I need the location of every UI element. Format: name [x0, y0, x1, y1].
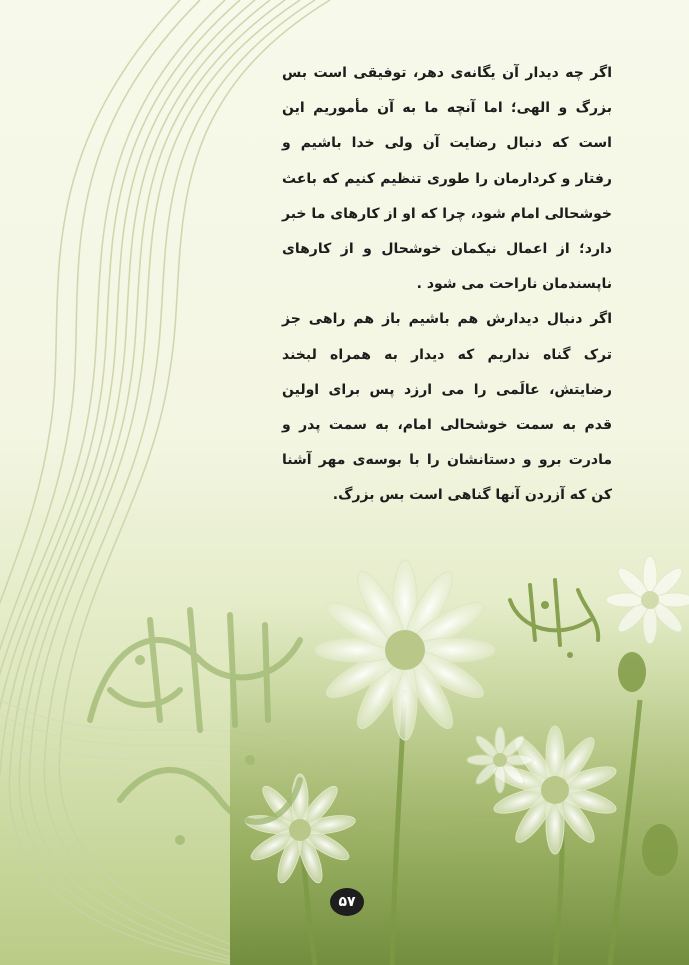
body-text	[282, 56, 612, 514]
paragraph-2: اگر دنبال دیدارش هم باشیم باز هم راهی جز ترک گناه نداریم که دیدار به همراه لبخند رضایتش، عالَمی را می ارزد پس برای اولین قدم به سمت خوشحالی امام، به سمت پدر و مادرت برو و دستانشان را با بوسه‌ی مهر آشنا کن که آزردن آنها گناهی است بس بزرگ.	[282, 311, 612, 504]
page-number: ۵۷	[330, 888, 364, 916]
paragraph-1: اگر چه دیدار آن یگانه‌ی دهر، توفیقی است بس بزرگ و الهی؛ اما آنچه ما به آن مأموریم این است که دنبال رضایت آن ولی خدا باشیم و رفتار و کردارمان را طوری تنظیم کنیم که باعث خوشحالی امام شود، چرا که او از کارهای ما خبر دارد؛ از اعمال نیکمان خوشحال و از کارهای ناپسندمان ناراحت می شود .	[282, 65, 612, 293]
